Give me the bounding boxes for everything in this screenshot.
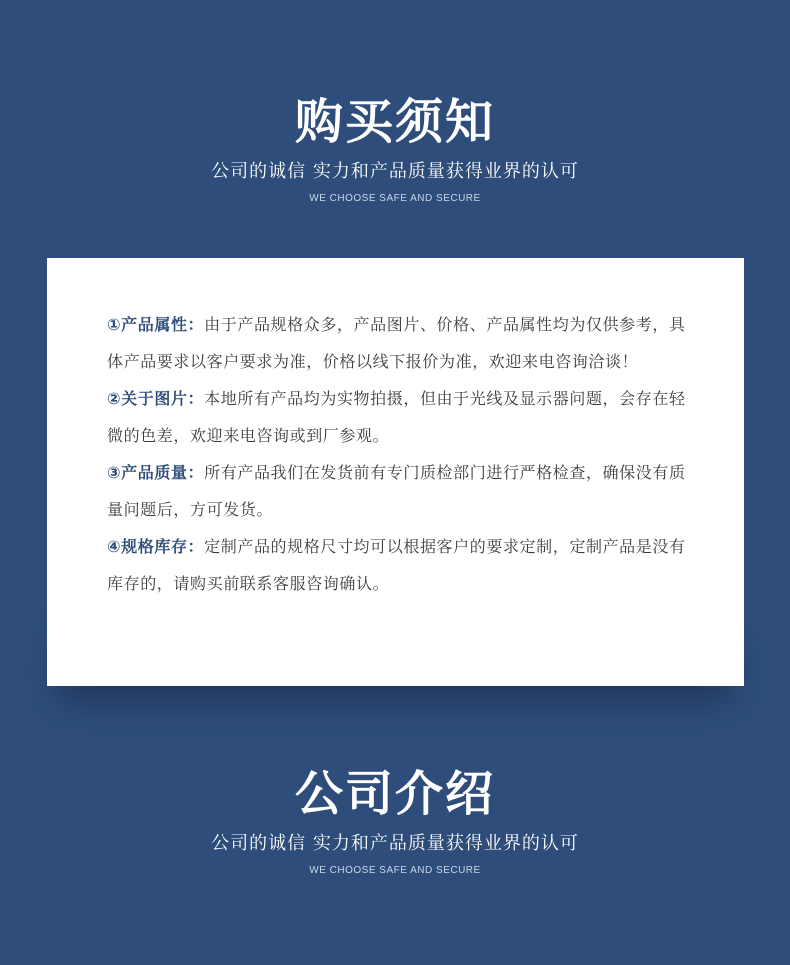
note-text: 定制产品的规格尺寸均可以根据客户的要求定制，定制产品是没有库存的，请购买前联系客服咨询确认。 <box>107 537 686 593</box>
note-text: 所有产品我们在发货前有专门质检部门进行严格检查，确保没有质量问题后，方可发货。 <box>107 463 686 519</box>
notes-list <box>107 306 692 602</box>
note-text: 由于产品规格众多，产品图片、价格、产品属性均为仅供参考，具体产品要求以客户要求为准，价格以线下报价为准，欢迎来电咨询洽谈！ <box>107 315 686 371</box>
note-product-quality <box>107 454 692 528</box>
purchase-notice-english-tagline: WE CHOOSE SAFE AND SECURE <box>309 193 481 204</box>
note-spec-inventory <box>107 528 692 602</box>
purchase-notice-subtitle: 公司的诚信 实力和产品质量获得业界的认可 <box>211 161 579 182</box>
note-label: ①产品属性： <box>107 315 205 334</box>
note-label: ④规格库存： <box>107 537 205 556</box>
note-text: 本地所有产品均为实物拍摄，但由于光线及显示器问题，会存在轻微的色差，欢迎来电咨询或到厂参观。 <box>107 389 686 445</box>
note-paragraph <box>107 306 692 380</box>
note-label: ③产品质量： <box>107 463 205 482</box>
note-paragraph <box>107 528 692 602</box>
company-intro-english-tagline: WE CHOOSE SAFE AND SECURE <box>309 865 481 876</box>
note-paragraph <box>107 380 692 454</box>
purchase-notice-title: 购买须知 <box>294 94 495 150</box>
note-paragraph <box>107 454 692 528</box>
company-intro-title: 公司介绍 <box>294 766 495 822</box>
note-product-attributes <box>107 306 692 380</box>
purchase-notice-card <box>47 258 744 686</box>
note-about-images <box>107 380 692 454</box>
company-intro-header <box>0 766 790 878</box>
purchase-notice-header <box>0 94 790 206</box>
note-label: ②关于图片： <box>107 389 205 408</box>
company-intro-subtitle: 公司的诚信 实力和产品质量获得业界的认可 <box>211 833 579 854</box>
